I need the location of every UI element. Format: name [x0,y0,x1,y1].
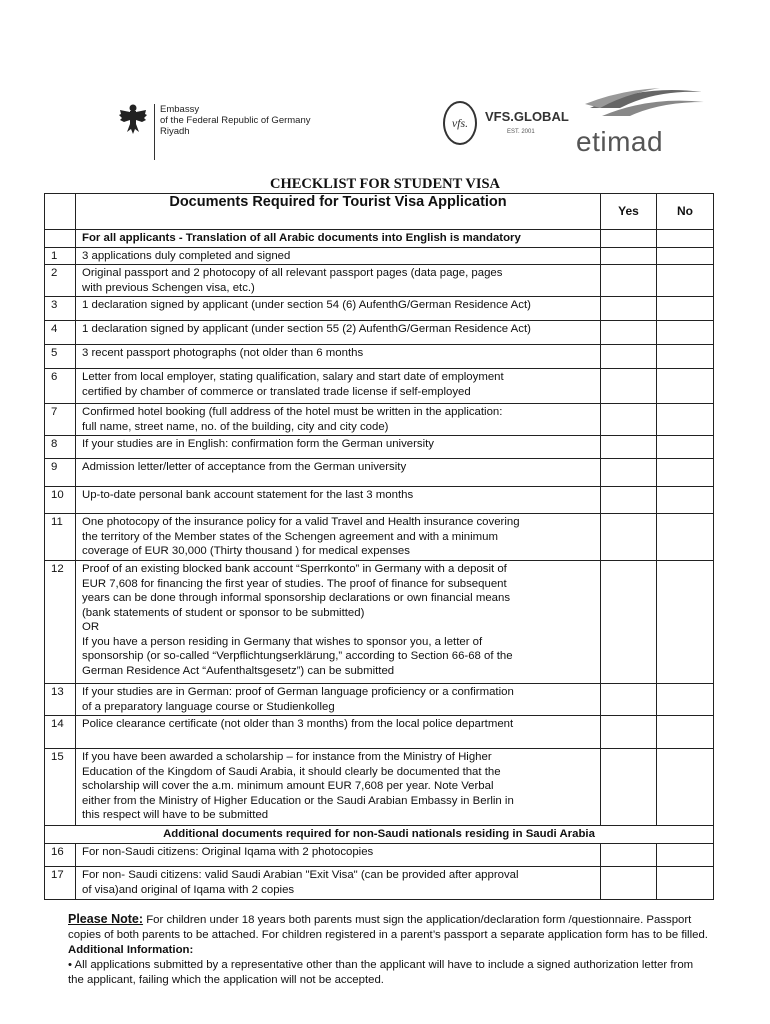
row-number: 7 [45,404,76,436]
vfs-established: EST. 2001 [507,129,535,135]
table-row [45,867,714,900]
row-description: 3 recent passport photographs (not older than 6 months [76,345,601,369]
row-description: Admission letter/letter of acceptance from the German university [76,459,601,487]
no-checkbox-cell[interactable] [657,459,714,487]
please-note-label: Please Note: [68,912,144,926]
row-description: Police clearance certificate (not older than 3 months) from the local police department [76,716,601,749]
row-number: 2 [45,265,76,297]
yes-checkbox-cell[interactable] [601,404,657,436]
table-row [45,749,714,826]
vfs-name: VFS.GLOBAL [485,109,569,124]
table-row [45,716,714,749]
row-number: 5 [45,345,76,369]
no-checkbox-cell[interactable] [657,749,714,826]
table-heading: Documents Required for Tourist Visa Application [76,194,601,230]
no-checkbox-cell[interactable] [657,404,714,436]
page-title: CHECKLIST FOR STUDENT VISA [269,176,501,192]
no-checkbox-cell[interactable] [657,321,714,345]
row-number: 11 [45,514,76,561]
row-description: One photocopy of the insurance policy for a valid Travel and Health insurance covering the territory of the Member states of the Schengen agreement and with a minimum coverage of EUR 30,000 (Thirty thousand ) for medical expenses [76,514,601,561]
table-row [45,265,714,297]
vfs-global-logo [443,97,569,149]
column-no: No [657,194,714,230]
row-number: 13 [45,684,76,716]
no-checkbox-cell[interactable] [657,514,714,561]
row-description: Up-to-date personal bank account statement for the last 3 months [76,487,601,514]
section-row-additional [45,826,714,844]
yes-checkbox-cell[interactable] [601,844,657,867]
yes-checkbox-cell[interactable] [601,514,657,561]
no-checkbox-cell[interactable] [657,436,714,459]
etimad-logo [570,84,705,156]
yes-checkbox-cell[interactable] [601,684,657,716]
row-description: Letter from local employer, stating qualification, salary and start date of employment certified by chamber of commerce or translated trade license if self-employed [76,369,601,404]
table-row [45,369,714,404]
yes-checkbox-cell[interactable] [601,867,657,900]
row-number: 15 [45,749,76,826]
yes-checkbox-cell[interactable] [601,321,657,345]
row-description: Proof of an existing blocked bank account “Sperrkonto” in Germany with a deposit of EUR 7,608 for financing the first year of studies. The proof of finance for subsequent years can be done through informal sponsorship declarations or own financial means (bank statements of student or sponsor to be submitted) OR If you have a person residing in Germany that wishes to sponsor you, a letter of sponsorship (or so-called “Verpflichtungserklärung,” according to Section 66-68 of the German Residence Act “Aufenthaltsgesetz”) can be submitted [76,561,601,684]
no-checkbox-cell[interactable] [657,369,714,404]
table-row [45,514,714,561]
additional-info-label: Additional Information: [68,944,194,956]
logo-divider [154,104,155,160]
column-yes: Yes [601,194,657,230]
row-number: 17 [45,867,76,900]
table-row [45,436,714,459]
section-row-all-applicants [45,230,714,248]
row-number: 3 [45,297,76,321]
section-heading-additional: Additional documents required for non-Saudi nationals residing in Saudi Arabia [45,826,714,844]
yes-checkbox-cell[interactable] [601,247,657,265]
table-row [45,321,714,345]
row-number: 8 [45,436,76,459]
federal-eagle-icon [118,102,148,136]
row-number: 1 [45,247,76,265]
please-note-paragraph [68,912,708,943]
table-row [45,345,714,369]
table-row [45,561,714,684]
yes-checkbox-cell[interactable] [601,436,657,459]
row-number: 12 [45,561,76,684]
vfs-monogram: vfs. [443,101,477,145]
no-checkbox-cell[interactable] [657,561,714,684]
table-row [45,297,714,321]
row-number: 16 [45,844,76,867]
section-heading-all: For all applicants - Translation of all Arabic documents into English is mandatory [76,230,601,248]
yes-checkbox-cell[interactable] [601,459,657,487]
table-row [45,487,714,514]
row-description: For non- Saudi citizens: valid Saudi Arabian "Exit Visa" (can be provided after approval of visa)and original of Iqama with 2 copies [76,867,601,900]
no-checkbox-cell[interactable] [657,265,714,297]
table-row [45,684,714,716]
checklist-table [44,193,714,900]
row-description: If you have been awarded a scholarship – for instance from the Ministry of Higher Education of the Kingdom of Saudi Arabia, it should clearly be documented that the scholarship will cover the a.m. minimum amount EUR 7,608 per year. Note Verbal either from the Ministry of Higher Education or the Saudi Arabian Embassy in Berlin in this respect will have to be submitted [76,749,601,826]
yes-checkbox-cell[interactable] [601,561,657,684]
row-description: Confirmed hotel booking (full address of the hotel must be written in the application: full name, street name, no. of the building, city and city code) [76,404,601,436]
no-checkbox-cell[interactable] [657,844,714,867]
additional-info-text: • All applications submitted by a representative other than the applicant will have to include a signed authorization letter from the applicant, failing which the application will not be accepted. [68,959,694,986]
row-description: 3 applications duly completed and signed [76,247,601,265]
yes-checkbox-cell[interactable] [601,345,657,369]
row-description: 1 declaration signed by applicant (under section 55 (2) AufenthG/German Residence Act) [76,321,601,345]
yes-checkbox-cell[interactable] [601,297,657,321]
no-checkbox-cell[interactable] [657,345,714,369]
row-description: If your studies are in German: proof of German language proficiency or a confirmation of a preparatory language course or Studienkolleg [76,684,601,716]
row-number: 10 [45,487,76,514]
row-description: For non-Saudi citizens: Original Iqama with 2 photocopies [76,844,601,867]
row-number: 4 [45,321,76,345]
table-row [45,404,714,436]
embassy-name: Embassy of the Federal Republic of Germany Riyadh [160,104,311,137]
table-row [45,844,714,867]
no-checkbox-cell[interactable] [657,487,714,514]
yes-checkbox-cell[interactable] [601,716,657,749]
yes-checkbox-cell[interactable] [601,265,657,297]
row-description: If your studies are in English: confirmation form the German university [76,436,601,459]
yes-checkbox-cell[interactable] [601,369,657,404]
table-header-row [45,194,714,230]
etimad-wordmark: etimad [576,126,664,157]
row-number: 14 [45,716,76,749]
no-checkbox-cell[interactable] [657,297,714,321]
notes-section [68,912,708,988]
row-number: 9 [45,459,76,487]
row-number: 6 [45,369,76,404]
table-row [45,247,714,265]
row-description: 1 declaration signed by applicant (under section 54 (6) AufenthG/German Residence Act) [76,297,601,321]
please-note-text: For children under 18 years both parents must sign the application/declaration form /questionnaire. Passport copies of both parents to be attached. For children registered in a parent’s passport a separate application form has to be filled. [68,914,708,941]
table-row [45,459,714,487]
no-checkbox-cell[interactable] [657,684,714,716]
embassy-logo [118,100,311,160]
etimad-wing-icon [580,84,705,126]
row-description: Original passport and 2 photocopy of all relevant passport pages (data page, pages with previous Schengen visa, etc.) [76,265,601,297]
no-checkbox-cell[interactable] [657,247,714,265]
no-checkbox-cell[interactable] [657,867,714,900]
no-checkbox-cell[interactable] [657,716,714,749]
yes-checkbox-cell[interactable] [601,487,657,514]
yes-checkbox-cell[interactable] [601,749,657,826]
